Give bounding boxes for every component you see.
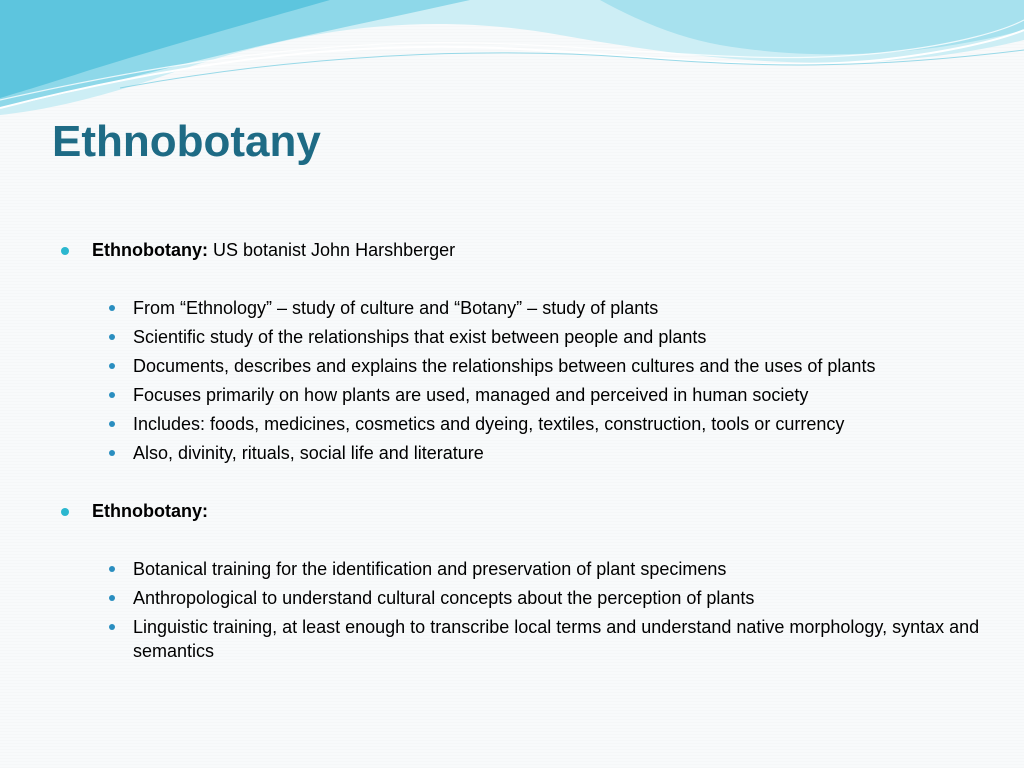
level2-bullet-icon [109,595,115,601]
level2-bullet-icon [109,450,115,456]
list-item: Linguistic training, at least enough to transcribe local terms and understand native morphology, syntax and semantics [58,615,988,663]
section-2-list [58,557,988,663]
list-item: From “Ethnology” – study of culture and “Botany” – study of plants [58,296,988,320]
section-2-bullet [58,499,988,523]
level2-bullet-icon [109,392,115,398]
header-wave-decoration [0,0,1024,130]
list-item: Documents, describes and explains the relationships between cultures and the uses of plants [58,354,988,378]
slide-title: Ethnobotany [52,117,321,166]
section-2-heading: Ethnobotany: [92,501,208,521]
level2-bullet-icon [109,334,115,340]
list-item: Also, divinity, rituals, social life and literature [58,441,988,465]
section-1-bullet [58,238,988,262]
list-item: Botanical training for the identification and preservation of plant specimens [58,557,988,581]
slide-content [58,238,988,668]
level2-bullet-icon [109,624,115,630]
list-item: Anthropological to understand cultural concepts about the perception of plants [58,586,988,610]
section-1-list [58,296,988,465]
level2-bullet-icon [109,421,115,427]
level2-bullet-icon [109,363,115,369]
list-item: Scientific study of the relationships that exist between people and plants [58,325,988,349]
level1-bullet-icon [61,508,69,516]
list-item: Focuses primarily on how plants are used, managed and perceived in human society [58,383,988,407]
list-item: Includes: foods, medicines, cosmetics and dyeing, textiles, construction, tools or currency [58,412,988,436]
level2-bullet-icon [109,305,115,311]
level1-bullet-icon [61,247,69,255]
level2-bullet-icon [109,566,115,572]
section-1-text: US botanist John Harshberger [207,240,456,260]
section-1-heading: Ethnobotany: [92,240,208,260]
